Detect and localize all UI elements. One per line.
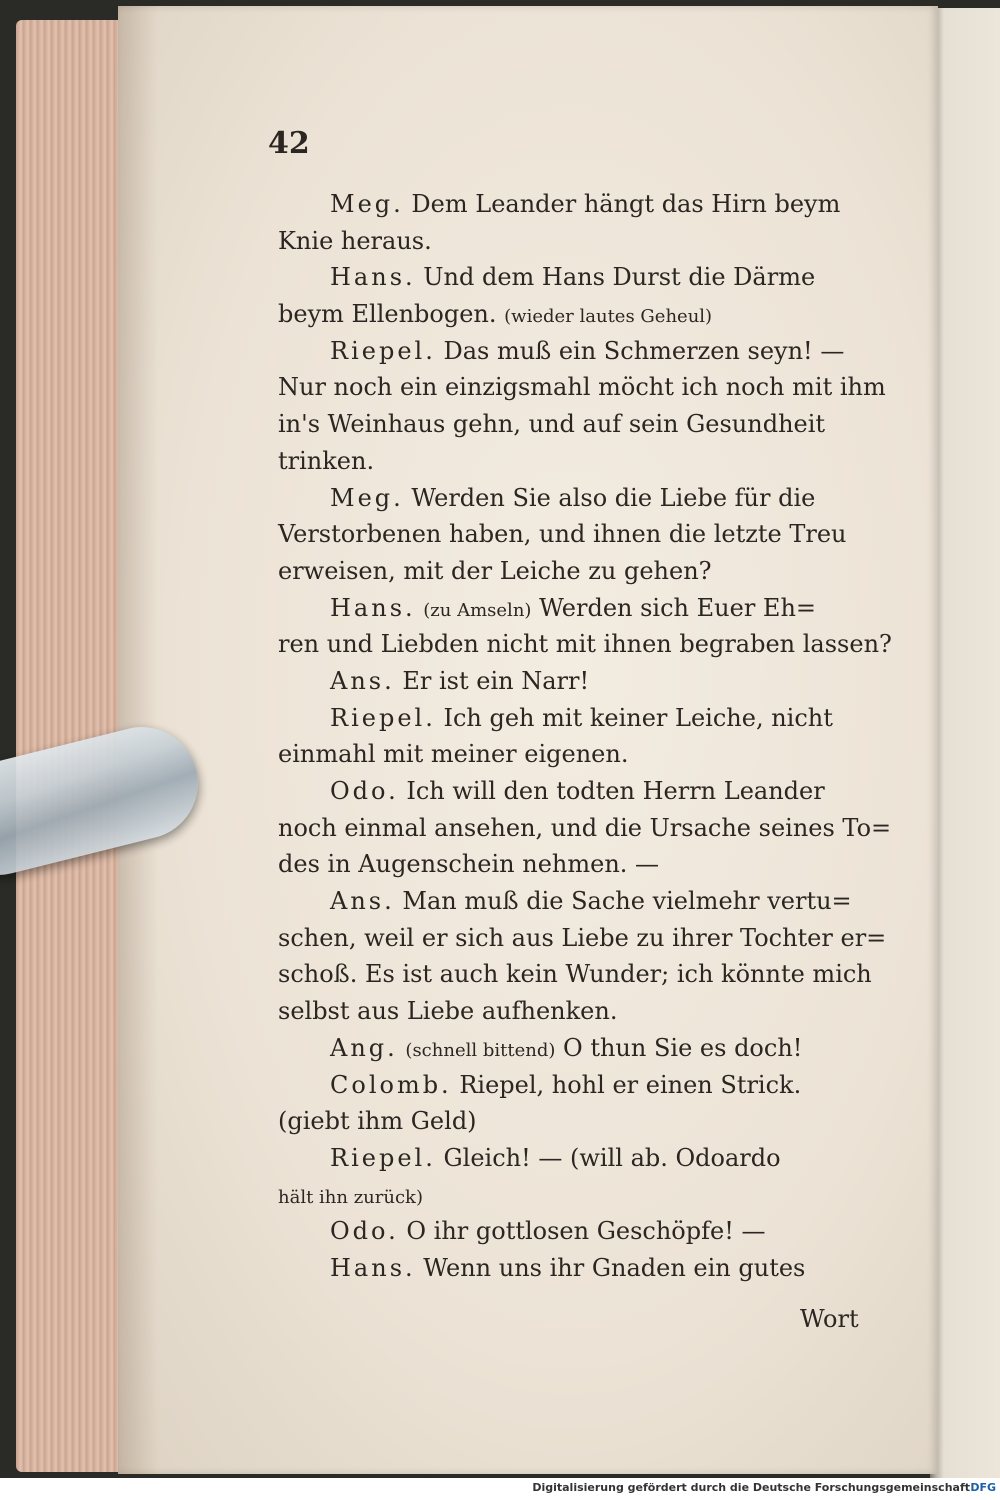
text-line: Ans. Man muß die Sache vielmehr vertu= xyxy=(330,887,852,916)
text-line: Hans. Wenn uns ihr Gnaden ein gutes xyxy=(330,1253,806,1282)
text-line: Riepel. Das muß ein Schmerzen seyn! — xyxy=(330,336,845,365)
text-line: Ans. Er ist ein Narr! xyxy=(330,666,590,695)
text-line: Knie heraus. xyxy=(278,226,432,255)
footer-bar xyxy=(0,1478,1000,1500)
text-line: Hans. (zu Amseln) Werden sich Euer Eh= xyxy=(330,593,817,622)
text-line: in's Weinhaus gehn, und auf sein Gesundheit xyxy=(278,410,826,439)
text-line: Riepel. Gleich! — (will ab. Odoardo xyxy=(330,1143,781,1172)
text-line: schoß. Es ist auch kein Wunder; ich könnte mich xyxy=(278,960,872,989)
text-line: hält ihn zurück) xyxy=(278,1186,423,1208)
text-line: Colomb. Riepel, hohl er einen Strick. xyxy=(330,1070,802,1099)
text-line: trinken. xyxy=(278,446,375,475)
page-number: 42 xyxy=(268,126,310,161)
text-line: noch einmal ansehen, und die Ursache seines To= xyxy=(278,813,892,842)
text-line: Nur noch ein einzigsmahl möcht ich noch mit ihm xyxy=(278,373,886,402)
text-line: Verstorbenen haben, und ihnen die letzte Treu xyxy=(278,520,847,549)
text-line: Ang. (schnell bittend) O thun Sie es doch! xyxy=(330,1033,803,1062)
text-line: ren und Liebden nicht mit ihnen begraben lassen? xyxy=(278,630,892,659)
text-line: Riepel. Ich geh mit keiner Leiche, nicht xyxy=(330,703,833,732)
text-line: erweisen, mit der Leiche zu gehen? xyxy=(278,556,712,585)
dfg-logo-icon: DFG xyxy=(970,1481,996,1494)
text-line: Odo. O ihr gottlosen Geschöpfe! — xyxy=(330,1217,766,1246)
text-line: Meg. Werden Sie also die Liebe für die xyxy=(330,483,816,512)
text-line: selbst aus Liebe aufhenken. xyxy=(278,997,618,1026)
text-line: einmahl mit meiner eigenen. xyxy=(278,740,629,769)
text-line: Odo. Ich will den todten Herrn Leander xyxy=(330,777,825,805)
text-line: des in Augenschein nehmen. — xyxy=(278,850,660,879)
text-line: (giebt ihm Geld) xyxy=(278,1107,477,1136)
text-line: schen, weil er sich aus Liebe zu ihrer Tochter er= xyxy=(278,923,887,952)
text-line: Meg. Dem Leander hängt das Hirn beym xyxy=(330,190,841,218)
catchword: Wort xyxy=(800,1305,859,1333)
page-text xyxy=(278,186,890,1287)
facing-page-edge xyxy=(930,8,1000,1478)
text-line: Hans. Und dem Hans Durst die Därme xyxy=(330,263,816,292)
text-line: beym Ellenbogen. (wieder lautes Geheul) xyxy=(278,300,713,329)
funding-credit: Digitalisierung gefördert durch die Deutsche Forschungsgemeinschaft xyxy=(532,1481,970,1494)
